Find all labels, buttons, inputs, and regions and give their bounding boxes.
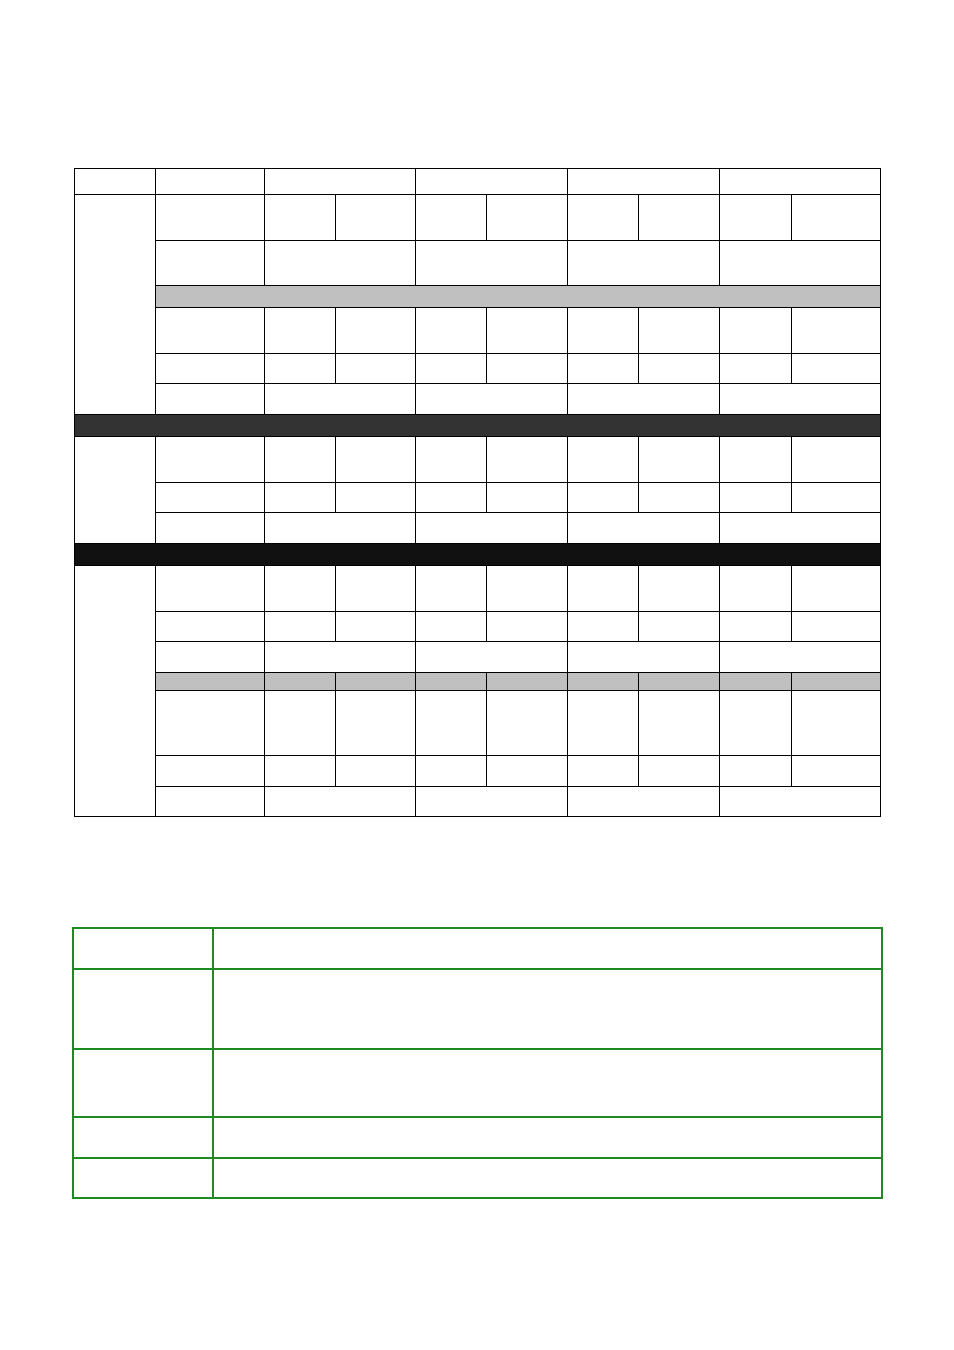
notes-row	[73, 1158, 882, 1198]
notes-term-cell	[73, 1158, 213, 1198]
header-cell	[156, 169, 265, 195]
table-row	[75, 437, 881, 483]
table-row	[75, 691, 881, 756]
table-row	[75, 787, 881, 817]
notes-description-cell	[213, 969, 882, 1049]
row-label-cell	[156, 437, 265, 483]
table-row	[75, 384, 881, 415]
notes-row	[73, 1117, 882, 1158]
notes-description-cell	[213, 1117, 882, 1158]
notes-table	[72, 927, 883, 1199]
table-row	[75, 642, 881, 673]
spec-table	[74, 168, 881, 817]
section-band-light-divided	[75, 673, 881, 691]
row-label-cell	[156, 642, 265, 673]
row-label-cell	[156, 513, 265, 544]
row-label-cell	[156, 195, 265, 241]
table-row	[75, 354, 881, 384]
notes-description-cell	[213, 1049, 882, 1117]
group-label-cell	[75, 437, 156, 544]
row-label-cell	[156, 483, 265, 513]
notes-description-cell	[213, 928, 882, 969]
row-label-cell	[156, 308, 265, 354]
table-row	[75, 612, 881, 642]
header-cell	[720, 169, 881, 195]
notes-term-cell	[73, 1117, 213, 1158]
row-label-cell	[156, 566, 265, 612]
table-row	[75, 566, 881, 612]
notes-row	[73, 928, 882, 969]
header-cell	[75, 169, 156, 195]
row-label-cell	[156, 384, 265, 415]
notes-term-cell	[73, 969, 213, 1049]
header-cell	[416, 169, 568, 195]
spec-header-row	[75, 169, 881, 195]
group-label-cell	[75, 195, 156, 415]
group-label-cell	[75, 566, 156, 817]
row-label-cell	[156, 787, 265, 817]
table-row	[75, 483, 881, 513]
section-band-light	[75, 286, 881, 308]
row-label-cell	[156, 241, 265, 286]
header-cell	[265, 169, 416, 195]
row-label-cell	[156, 354, 265, 384]
row-label-cell	[156, 612, 265, 642]
table-row	[75, 195, 881, 241]
notes-term-cell	[73, 928, 213, 969]
row-label-cell	[156, 691, 265, 756]
notes-term-cell	[73, 1049, 213, 1117]
section-band-black	[75, 544, 881, 566]
table-row	[75, 241, 881, 286]
section-band-dark	[75, 415, 881, 437]
notes-description-cell	[213, 1158, 882, 1198]
row-label-cell	[156, 756, 265, 787]
notes-row	[73, 969, 882, 1049]
header-cell	[568, 169, 720, 195]
notes-row	[73, 1049, 882, 1117]
table-row	[75, 308, 881, 354]
table-row	[75, 756, 881, 787]
table-row	[75, 513, 881, 544]
